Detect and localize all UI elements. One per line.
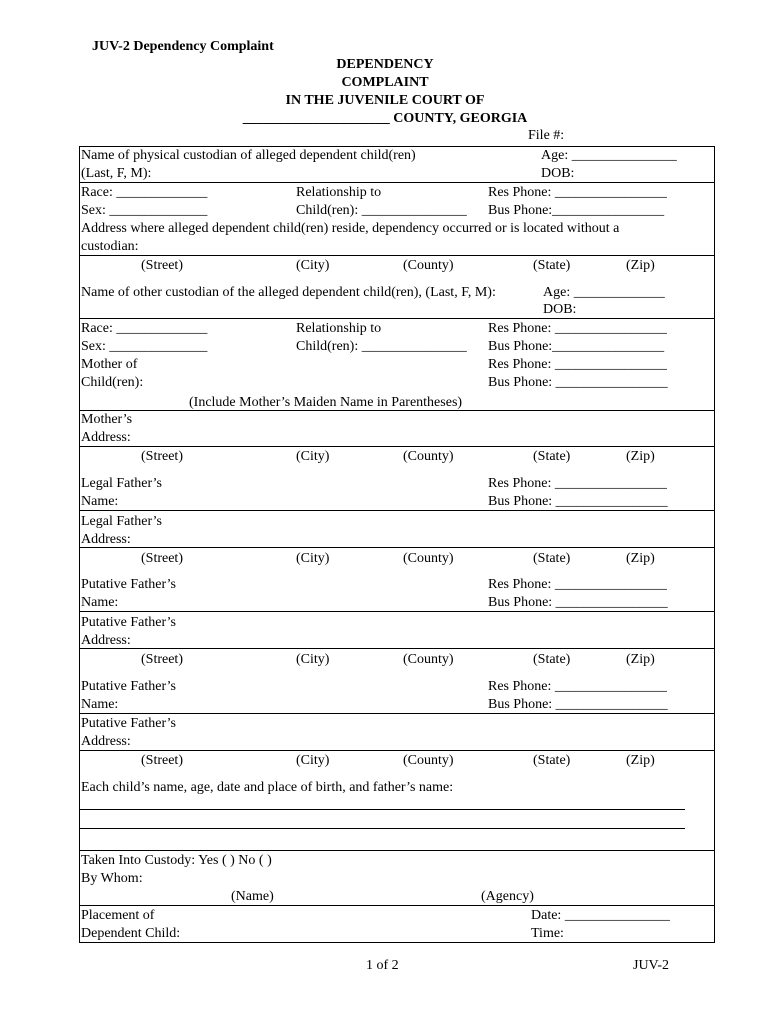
- state-caption: (State): [533, 652, 571, 667]
- custodian2-relationship-label: Relationship to: [296, 321, 382, 336]
- file-number-label: File #:: [528, 128, 565, 143]
- legal-father-name-label-2: Name:: [81, 494, 119, 509]
- custodian1-dob-field[interactable]: DOB:: [541, 166, 575, 181]
- custodian1-res-phone-field[interactable]: Res Phone: ________________: [488, 185, 667, 200]
- putative-father2-name-label: Putative Father’s: [81, 679, 177, 694]
- zip-caption: (Zip): [626, 449, 655, 464]
- mother-label: Mother of: [81, 357, 138, 372]
- mother-address-label: Mother’s: [81, 412, 133, 427]
- rule: [79, 182, 714, 183]
- custodian2-res-phone-field[interactable]: Res Phone: ________________: [488, 321, 667, 336]
- custodian2-race-field[interactable]: Race: _____________: [81, 321, 208, 336]
- custodian1-race-field[interactable]: Race: _____________: [81, 185, 208, 200]
- rule: [79, 905, 714, 906]
- custodian1-address-label: Address where alleged dependent child(ren) reside, dependency occurred or is located without a: [81, 221, 620, 236]
- rule: [79, 446, 714, 447]
- rule-top: [79, 146, 714, 147]
- legal-father-name-label: Legal Father’s: [81, 476, 162, 491]
- putative-father1-address-label: Putative Father’s: [81, 615, 177, 630]
- rule: [79, 750, 714, 751]
- legal-father-address-label: Legal Father’s: [81, 514, 162, 529]
- children-info-label: Each child’s name, age, date and place of birth, and father’s name:: [81, 780, 454, 795]
- agency-caption: (Agency): [481, 889, 534, 904]
- custodian1-address-label-2: custodian:: [81, 239, 139, 254]
- mother-label-2: Child(ren):: [81, 375, 144, 390]
- street-caption: (Street): [141, 258, 183, 273]
- rule: [79, 850, 714, 851]
- state-caption: (State): [533, 449, 571, 464]
- state-caption: (State): [533, 551, 571, 566]
- legal-father-bus-phone-field[interactable]: Bus Phone: ________________: [488, 494, 668, 509]
- rule: [79, 648, 714, 649]
- state-caption: (State): [533, 753, 571, 768]
- putative-father2-bus-phone-field[interactable]: Bus Phone: ________________: [488, 697, 668, 712]
- custodian1-name-sub: (Last, F, M):: [81, 166, 152, 181]
- putative-father2-address-label-2: Address:: [81, 734, 131, 749]
- custodian1-name-label: Name of physical custodian of alleged dependent child(ren): [81, 148, 416, 163]
- city-caption: (City): [296, 551, 330, 566]
- custodian1-relationship-label: Relationship to: [296, 185, 382, 200]
- rule: [79, 318, 714, 319]
- city-caption: (City): [296, 652, 330, 667]
- zip-caption: (Zip): [626, 753, 655, 768]
- custodian2-sex-field[interactable]: Sex: ______________: [81, 339, 208, 354]
- putative-father1-name-label: Putative Father’s: [81, 577, 177, 592]
- children-info-line[interactable]: [80, 828, 685, 829]
- custodian2-bus-phone-field[interactable]: Bus Phone:________________: [488, 339, 665, 354]
- custodian1-relationship-field[interactable]: Child(ren): _______________: [296, 203, 467, 218]
- state-caption: (State): [533, 258, 571, 273]
- custodian2-relationship-field[interactable]: Child(ren): _______________: [296, 339, 467, 354]
- street-caption: (Street): [141, 551, 183, 566]
- putative-father1-bus-phone-field[interactable]: Bus Phone: ________________: [488, 595, 668, 610]
- children-info-line[interactable]: [80, 809, 685, 810]
- rule: [79, 611, 714, 612]
- putative-father1-res-phone-field[interactable]: Res Phone: ________________: [488, 577, 667, 592]
- street-caption: (Street): [141, 449, 183, 464]
- custodian1-age-field[interactable]: Age: _______________: [541, 148, 677, 163]
- custodian2-dob-field[interactable]: DOB:: [543, 302, 577, 317]
- rule: [79, 547, 714, 548]
- zip-caption: (Zip): [626, 258, 655, 273]
- page-number: 1 of 2: [366, 958, 399, 973]
- city-caption: (City): [296, 449, 330, 464]
- county-caption: (County): [403, 449, 454, 464]
- custodian2-name-label: Name of other custodian of the alleged dependent child(ren), (Last, F, M):: [81, 285, 496, 300]
- heading-county: _____________________ COUNTY, GEORGIA: [242, 111, 528, 126]
- form-code: JUV-2: [633, 958, 670, 973]
- street-caption: (Street): [141, 753, 183, 768]
- mother-address-label-2: Address:: [81, 430, 131, 445]
- county-caption: (County): [403, 258, 454, 273]
- mother-res-phone-field[interactable]: Res Phone: ________________: [488, 357, 667, 372]
- street-caption: (Street): [141, 652, 183, 667]
- legal-father-res-phone-field[interactable]: Res Phone: ________________: [488, 476, 667, 491]
- county-caption: (County): [403, 551, 454, 566]
- city-caption: (City): [296, 753, 330, 768]
- rule: [79, 510, 714, 511]
- heading-complaint: COMPLAINT: [341, 75, 429, 90]
- taken-into-custody-field[interactable]: Taken Into Custody: Yes ( ) No ( ): [81, 853, 272, 868]
- placement-label-2: Dependent Child:: [81, 926, 181, 941]
- mother-bus-phone-field[interactable]: Bus Phone: ________________: [488, 375, 668, 390]
- county-caption: (County): [403, 652, 454, 667]
- legal-father-address-label-2: Address:: [81, 532, 131, 547]
- name-caption: (Name): [231, 889, 274, 904]
- putative-father2-res-phone-field[interactable]: Res Phone: ________________: [488, 679, 667, 694]
- placement-date-field[interactable]: Date: _______________: [531, 908, 670, 923]
- zip-caption: (Zip): [626, 551, 655, 566]
- custodian1-sex-field[interactable]: Sex: ______________: [81, 203, 208, 218]
- rule: [79, 255, 714, 256]
- rule: [79, 713, 714, 714]
- placement-time-field[interactable]: Time:: [531, 926, 564, 941]
- zip-caption: (Zip): [626, 652, 655, 667]
- county-caption: (County): [403, 753, 454, 768]
- putative-father1-address-label-2: Address:: [81, 633, 131, 648]
- form-title: JUV-2 Dependency Complaint: [92, 39, 274, 54]
- city-caption: (City): [296, 258, 330, 273]
- placement-label: Placement of: [81, 908, 155, 923]
- heading-court: IN THE JUVENILE COURT OF: [285, 93, 485, 108]
- custodian1-bus-phone-field[interactable]: Bus Phone:________________: [488, 203, 665, 218]
- putative-father2-address-label: Putative Father’s: [81, 716, 177, 731]
- maiden-name-note: (Include Mother’s Maiden Name in Parentheses): [189, 395, 463, 410]
- heading-dependency: DEPENDENCY: [336, 57, 434, 72]
- putative-father2-name-label-2: Name:: [81, 697, 119, 712]
- putative-father1-name-label-2: Name:: [81, 595, 119, 610]
- custodian2-age-field[interactable]: Age: _____________: [543, 285, 665, 300]
- by-whom-label: By Whom:: [81, 871, 143, 886]
